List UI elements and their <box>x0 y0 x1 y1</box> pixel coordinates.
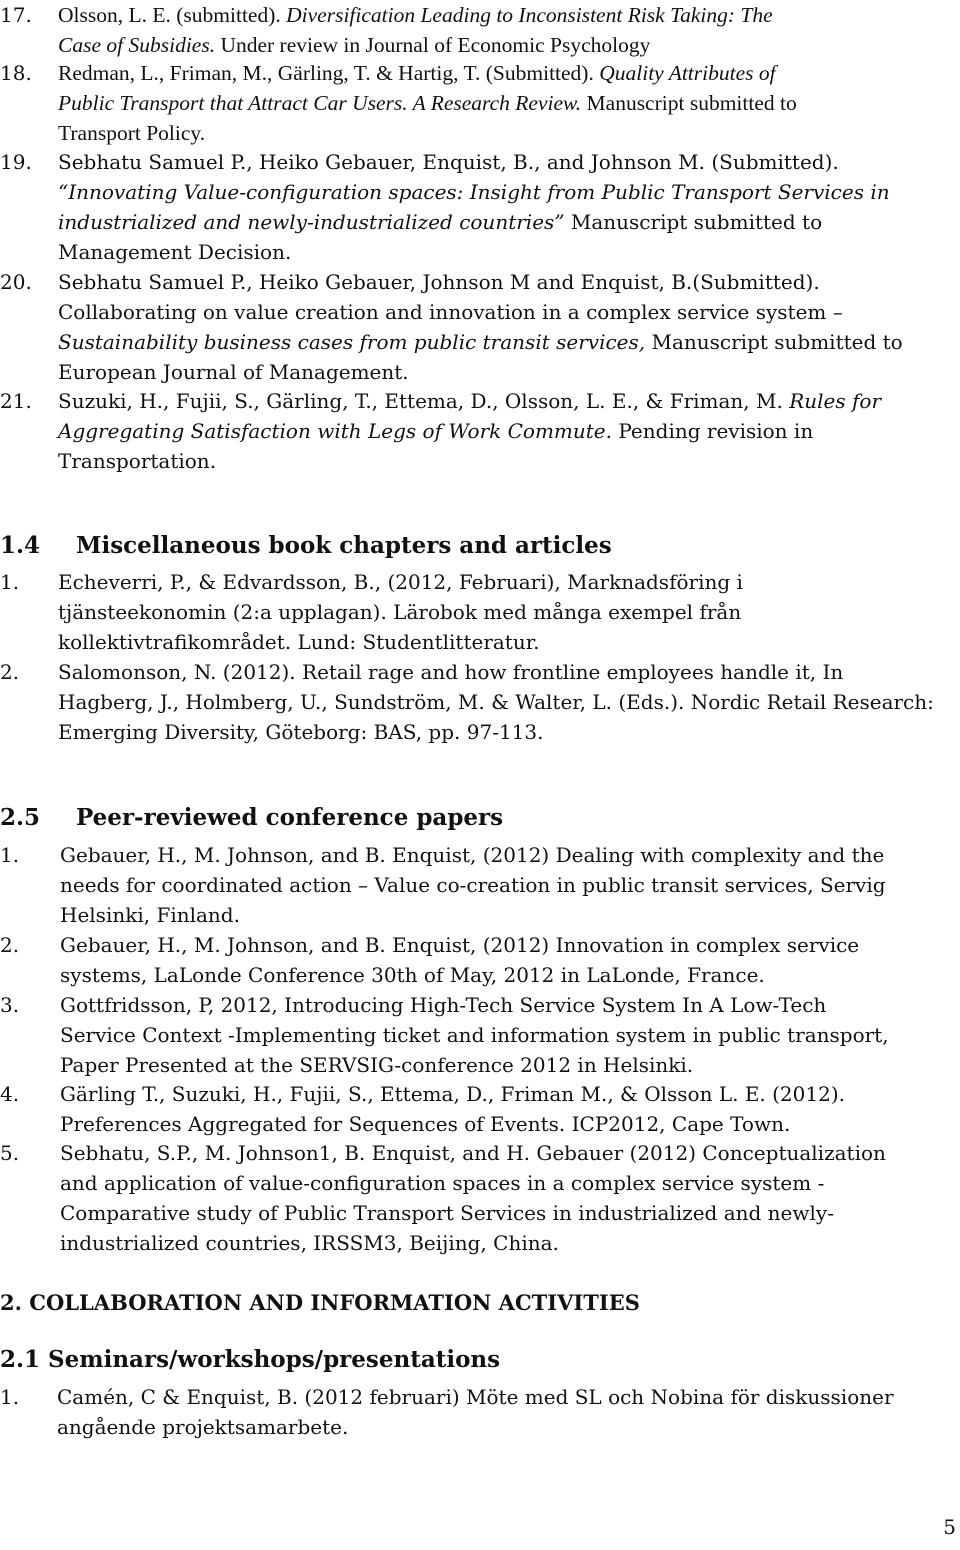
italic-text-run: industrialized and newly-industrialized countries” <box>58 210 565 234</box>
section-number: 1.4 <box>0 532 41 559</box>
entry-number: 4. <box>0 1082 20 1106</box>
section-title: Peer-reviewed conference papers <box>76 804 504 831</box>
entry-line <box>60 1228 559 1258</box>
text-run: Paper Presented at the SERVSIG-conference 2012 in Helsinki. <box>60 1053 694 1077</box>
text-run: Transport Policy. <box>58 121 206 145</box>
entry-number: 20. <box>0 270 32 294</box>
italic-text-run: Case of Subsidies. <box>58 33 216 57</box>
entry-line <box>60 870 886 900</box>
entry-line <box>58 147 839 177</box>
text-run: Echeverri, P., & Edvardsson, B., (2012, Februari), Marknadsföring i <box>58 570 743 594</box>
text-run: needs for coordinated action – Value co-creation in public transit services, Servig <box>60 873 886 897</box>
section-title: 2. COLLABORATION AND INFORMATION ACTIVITIES <box>0 1290 640 1315</box>
entry-number: 1. <box>0 570 20 594</box>
text-run: tjänsteekonomin (2:a upplagan). Lärobok med många exempel från <box>58 600 742 624</box>
entry-line <box>58 0 773 30</box>
text-run: Suzuki, H., Fujii, S., Gärling, T., Ettema, D., Olsson, L. E., & Friman, M. <box>58 389 790 413</box>
entry-number: 21. <box>0 389 32 413</box>
text-run: Transportation. <box>58 449 217 473</box>
entry-line <box>60 1020 889 1050</box>
entry-line <box>58 237 291 267</box>
entry-line <box>58 297 843 327</box>
text-run: Pending revision in <box>612 419 814 443</box>
entry-line <box>58 327 903 357</box>
text-run: kollektivtrafikområdet. Lund: Studentlitteratur. <box>58 630 540 654</box>
text-run: Salomonson, N. (2012). Retail rage and how frontline employees handle it, In <box>58 660 844 684</box>
text-run: Manuscript submitted to <box>581 91 797 115</box>
italic-text-run: Rules for <box>789 389 881 413</box>
entry-number: 2. <box>0 660 20 684</box>
entry-number: 2. <box>0 933 20 957</box>
text-run: Emerging Diversity, Göteborg: BAS, pp. 97-113. <box>58 720 544 744</box>
text-run: Under review in Journal of Economic Psychology <box>215 33 651 57</box>
entry-number: 17. <box>0 3 32 27</box>
entry-line <box>58 357 409 387</box>
text-run: Gebauer, H., M. Johnson, and B. Enquist, (2012) Dealing with complexity and the <box>60 843 885 867</box>
section-heading-2-1 <box>0 1345 500 1375</box>
entry-line <box>58 58 776 88</box>
entry-line <box>60 1109 790 1139</box>
entry-line <box>58 118 205 148</box>
text-run: Preferences Aggregated for Sequences of Events. ICP2012, Cape Town. <box>60 1112 791 1136</box>
text-run: Olsson, L. E. (submitted). <box>58 3 287 27</box>
text-run: European Journal of Management. <box>58 360 409 384</box>
entry-number: 5. <box>0 1141 20 1165</box>
section-heading-2-5 <box>0 803 503 833</box>
section-number: 2.5 <box>0 804 41 831</box>
entry-number: 1. <box>0 1385 20 1409</box>
entry-line <box>60 900 240 930</box>
entry-line <box>58 386 881 416</box>
entry-line <box>58 416 813 446</box>
text-run: Camén, C & Enquist, B. (2012 februari) Möte med SL och Nobina för diskussioner <box>57 1385 894 1409</box>
section-title: 2.1 Seminars/workshops/presentations <box>0 1346 501 1373</box>
entry-number: 3. <box>0 993 20 1017</box>
text-run: Sebhatu Samuel P., Heiko Gebauer, Enquist, B., and Johnson M. (Submitted). <box>58 150 839 174</box>
entry-number: 18. <box>0 61 32 85</box>
entry-line <box>60 930 859 960</box>
entry-line <box>58 717 543 747</box>
text-run: angående projektsamarbete. <box>57 1415 349 1439</box>
italic-text-run: Quality Attributes of <box>599 61 776 85</box>
text-run: Gebauer, H., M. Johnson, and B. Enquist, (2012) Innovation in complex service <box>60 933 860 957</box>
entry-line <box>58 267 820 297</box>
text-run: Collaborating on value creation and innovation in a complex service system – <box>58 300 843 324</box>
text-run: Manuscript submitted to <box>564 210 823 234</box>
entry-line <box>57 1382 894 1412</box>
text-run: Hagberg, J., Holmberg, U., Sundström, M. & Walter, L. (Eds.). Nordic Retail Research: <box>58 690 934 714</box>
text-run: Gottfridsson, P, 2012, Introducing High-Tech Service System In A Low-Tech <box>60 993 827 1017</box>
entry-number: 19. <box>0 150 32 174</box>
text-run: Manuscript submitted to <box>645 330 903 354</box>
entry-line <box>60 1079 845 1109</box>
entry-line <box>57 1412 348 1442</box>
entry-line <box>60 1168 824 1198</box>
section-title: Miscellaneous book chapters and articles <box>76 532 612 559</box>
entry-line <box>60 1198 834 1228</box>
entry-line <box>58 567 743 597</box>
text-run: industrialized countries, IRSSM3, Beijing, China. <box>60 1231 559 1255</box>
text-run: Management Decision. <box>58 240 292 264</box>
text-run: Gärling T., Suzuki, H., Fujii, S., Ettema, D., Friman M., & Olsson L. E. (2012). <box>60 1082 845 1106</box>
entry-line <box>58 207 822 237</box>
italic-text-run: “Innovating Value-configuration spaces: Insight from Public Transport Services in <box>58 180 890 204</box>
text-run: and application of value-configuration spaces in a complex service system - <box>60 1171 825 1195</box>
entry-line <box>58 446 216 476</box>
text-run: Comparative study of Public Transport Services in industrialized and newly- <box>60 1201 834 1225</box>
text-run: systems, LaLonde Conference 30th of May, 2012 in LaLonde, France. <box>60 963 765 987</box>
entry-line <box>58 627 539 657</box>
entry-line <box>58 30 650 60</box>
italic-text-run: Public Transport that Attract Car Users. A Research Review. <box>58 91 582 115</box>
entry-line <box>60 1050 693 1080</box>
entry-line <box>58 687 934 717</box>
text-run: Redman, L., Friman, M., Gärling, T. & Hartig, T. (Submitted). <box>58 61 600 85</box>
entry-line <box>58 88 797 118</box>
entry-line <box>60 990 826 1020</box>
entry-line <box>60 840 884 870</box>
text-run: Sebhatu Samuel P., Heiko Gebauer, Johnson M and Enquist, B.(Submitted). <box>58 270 820 294</box>
entry-number: 1. <box>0 843 20 867</box>
page-number: 5 <box>943 1515 956 1539</box>
italic-text-run: Diversification Leading to Inconsistent Risk Taking: The <box>286 3 773 27</box>
entry-line <box>58 597 741 627</box>
entry-line <box>60 1138 886 1168</box>
entry-line <box>58 177 890 207</box>
section-heading-1-4 <box>0 531 612 561</box>
italic-text-run: Sustainability business cases from public transit services, <box>58 330 646 354</box>
entry-line <box>58 657 843 687</box>
italic-text-run: Aggregating Satisfaction with Legs of Work Commute. <box>58 419 613 443</box>
text-run: Helsinki, Finland. <box>60 903 240 927</box>
section-heading-2 <box>0 1288 640 1318</box>
text-run: Sebhatu, S.P., M. Johnson1, B. Enquist, and H. Gebauer (2012) Conceptualization <box>60 1141 886 1165</box>
text-run: Service Context -Implementing ticket and information system in public transport, <box>60 1023 889 1047</box>
entry-line <box>60 960 765 990</box>
